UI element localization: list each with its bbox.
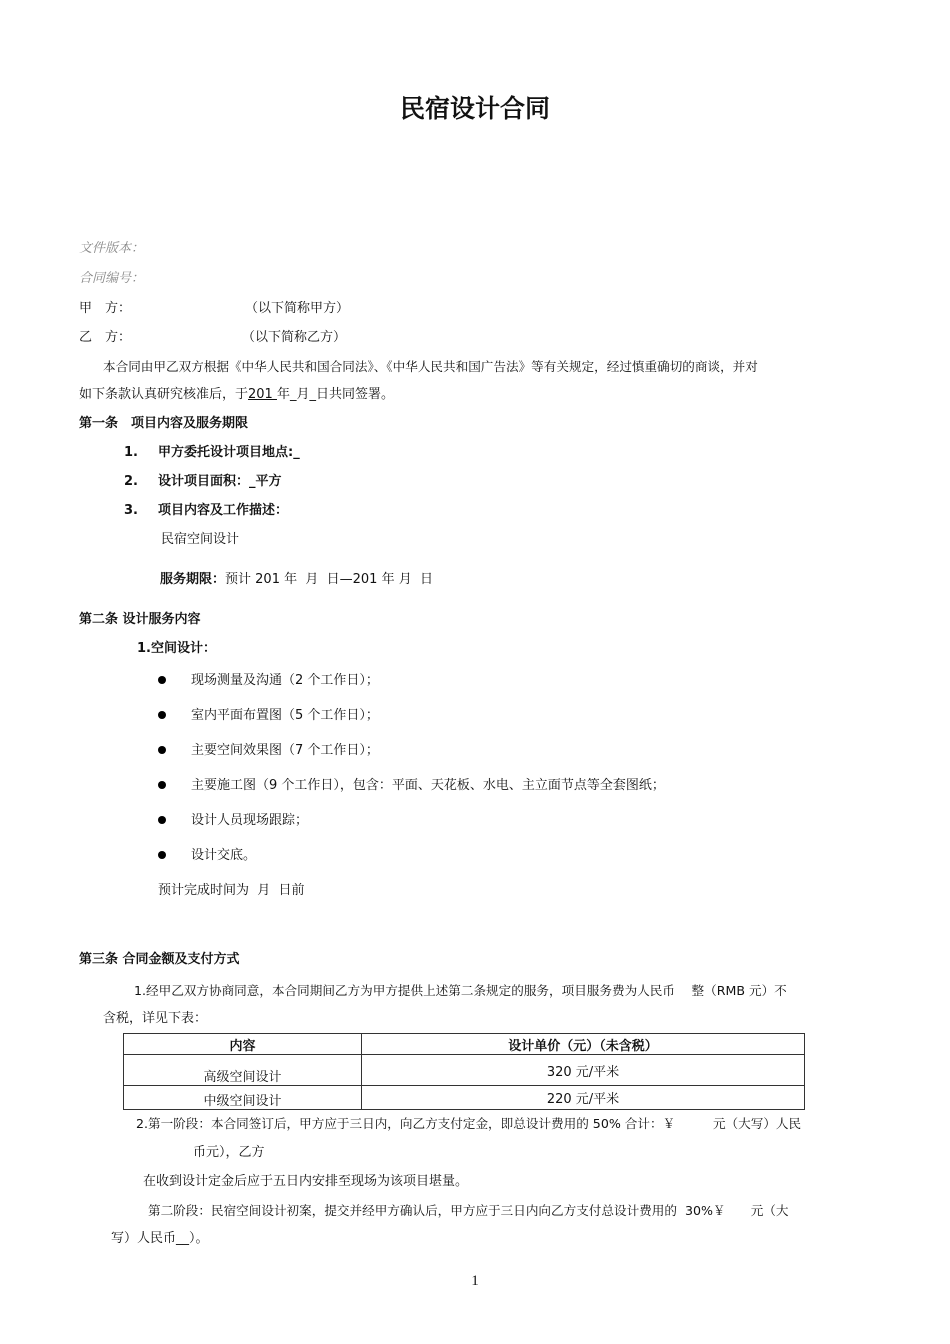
table-row bbox=[124, 1055, 805, 1086]
intro-pre: 如下条款认真研究核准后，于 bbox=[79, 387, 249, 402]
bullet-icon bbox=[158, 676, 166, 684]
service-period bbox=[160, 571, 433, 589]
bullet-item: 现场测量及沟通（2 个工作日）； bbox=[191, 673, 379, 688]
party-b-note: （以下简称乙方） bbox=[242, 330, 347, 345]
fee-paragraph-line-1: 1.经甲乙双方协商同意，本合同期间乙方为甲方提供上述第二条规定的服务，项目服务费为人民币 整（RMB 元）不 bbox=[134, 983, 787, 998]
party-a-label: 甲 方： bbox=[79, 301, 132, 316]
table-header: 设计单价（元）（未含税） bbox=[362, 1034, 805, 1055]
completion-time: 预计完成时间为 月 日前 bbox=[158, 883, 305, 898]
article-3-heading: 第三条 合同金额及支付方式 bbox=[79, 952, 240, 967]
stage-1-line-2: 币元），乙方 bbox=[193, 1145, 265, 1160]
table-header-row bbox=[124, 1034, 805, 1055]
stage-2-line-1: 第二阶段：民宿空间设计初案，提交并经甲方确认后，甲方应于三日内向乙方支付总设计费用的 30%￥ 元（大 bbox=[148, 1203, 789, 1218]
stage-1-line-3: 在收到设计定金后应于五日内安排至现场为该项目堪量。 bbox=[143, 1174, 469, 1189]
service-period-value: 预计 201 年 月 日—201 年 月 日 bbox=[225, 572, 433, 587]
bullet-icon bbox=[158, 711, 166, 719]
item-2-text: 设计项目面积：_平方 bbox=[158, 474, 282, 489]
table-row bbox=[124, 1086, 805, 1110]
page-number: 1 bbox=[471, 1273, 479, 1289]
bullet-item: 主要施工图（9 个工作日），包含：平面、天花板、水电、主立面节点等全套图纸； bbox=[191, 778, 665, 793]
item-1-text: 甲方委托设计项目地点:_ bbox=[158, 445, 300, 460]
file-version-label: 文件版本： bbox=[79, 241, 145, 256]
item-1-number: 1. bbox=[124, 445, 138, 460]
bullet-item: 室内平面布置图（5 个工作日）； bbox=[191, 708, 379, 723]
intro-post: 年_月_日共同签署。 bbox=[276, 387, 394, 402]
project-description: 民宿空间设计 bbox=[161, 532, 240, 547]
party-a-note: （以下简称甲方） bbox=[245, 301, 350, 316]
article-2-heading: 第二条 设计服务内容 bbox=[79, 612, 201, 627]
table-cell: 220 元/平米 bbox=[362, 1086, 805, 1110]
sign-year: 201 bbox=[248, 387, 277, 402]
stage-1-line-1: 2.第一阶段：本合同签订后，甲方应于三日内，向乙方支付定金，即总设计费用的 50% 合计：￥ 元（大写）人民 bbox=[136, 1116, 802, 1131]
item-3-number: 3. bbox=[124, 503, 138, 518]
bullet-icon bbox=[158, 746, 166, 754]
bullet-item: 设计交底。 bbox=[191, 848, 257, 863]
price-table bbox=[123, 1033, 805, 1110]
table-header: 内容 bbox=[124, 1034, 362, 1055]
table-cell: 高级空间设计 bbox=[124, 1055, 362, 1086]
fee-paragraph-line-2: 含税，详见下表： bbox=[103, 1011, 208, 1026]
item-3-text: 项目内容及工作描述： bbox=[158, 503, 289, 518]
party-b-label: 乙 方： bbox=[79, 330, 132, 345]
service-period-label: 服务期限： bbox=[160, 572, 226, 587]
space-design-subheading: 1.空间设计： bbox=[137, 641, 216, 656]
bullet-icon bbox=[158, 816, 166, 824]
item-2-number: 2. bbox=[124, 474, 138, 489]
bullet-item: 主要空间效果图（7 个工作日）； bbox=[191, 743, 379, 758]
intro-line-2 bbox=[79, 386, 394, 404]
bullet-icon bbox=[158, 781, 166, 789]
table-cell: 320 元/平米 bbox=[362, 1055, 805, 1086]
bullet-icon bbox=[158, 851, 166, 859]
intro-line-1: 本合同由甲乙双方根据《中华人民共和国合同法》、《中华人民共和国广告法》等有关规定，经过慎重确切的商谈，并对 bbox=[103, 359, 758, 374]
table-cell: 中级空间设计 bbox=[124, 1086, 362, 1110]
stage-2-line-2: 写）人民币__）。 bbox=[111, 1231, 209, 1246]
document-title: 民宿设计合同 bbox=[399, 94, 550, 123]
bullet-item: 设计人员现场跟踪； bbox=[191, 813, 309, 828]
contract-number-label: 合同编号： bbox=[79, 271, 145, 286]
article-1-heading: 第一条 项目内容及服务期限 bbox=[79, 416, 249, 431]
